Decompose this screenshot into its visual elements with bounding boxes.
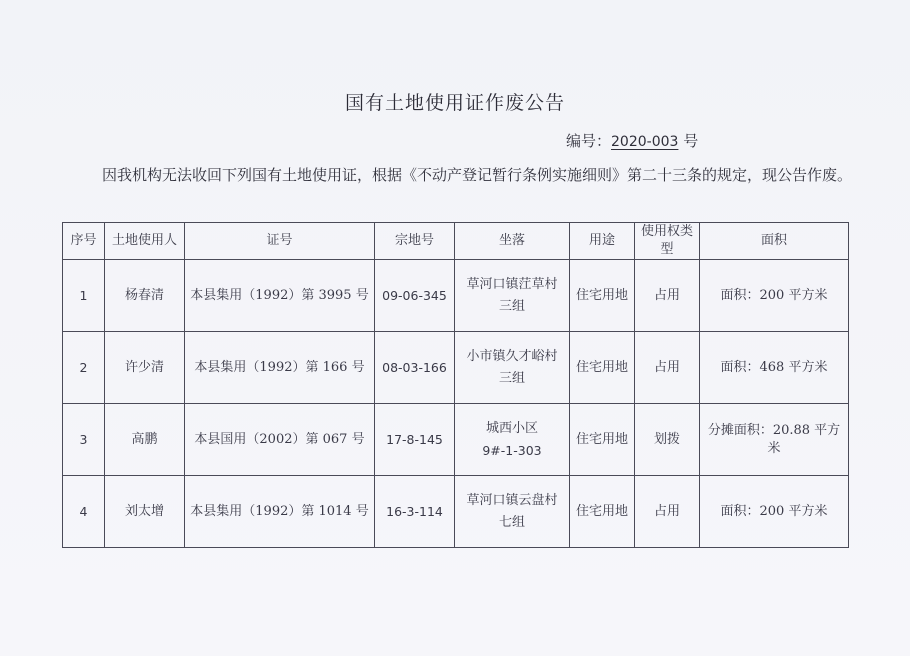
certificate-table <box>62 222 849 548</box>
cell-use: 住宅用地 <box>570 404 635 476</box>
cell-location-line-2: 三组 <box>498 298 525 314</box>
cell-right-type: 占用 <box>635 476 700 548</box>
cell-cert: 本县集用（1992）第 1014 号 <box>185 476 375 548</box>
cell-location-line-1: 草河口镇云盘村 <box>466 492 558 508</box>
table-header <box>63 223 849 260</box>
cell-cert: 本县国用（2002）第 067 号 <box>185 404 375 476</box>
header-area: 面积 <box>700 223 849 260</box>
document-number-label: 编号： <box>566 132 612 150</box>
cell-location <box>455 260 570 332</box>
cell-location-line-2: 9#-1-303 <box>482 442 542 458</box>
notice-title: 国有土地使用证作废公告 <box>344 92 565 114</box>
table-header-row <box>63 223 849 260</box>
cell-location-line-1: 草河口镇茳草村 <box>466 276 558 292</box>
cell-right-type: 划拨 <box>635 404 700 476</box>
header-parcel: 宗地号 <box>375 223 455 260</box>
intro-paragraph <box>68 160 858 190</box>
cell-parcel: 09-06-345 <box>375 260 455 332</box>
table-body <box>63 260 849 548</box>
table-row <box>63 332 849 404</box>
cell-user: 杨春清 <box>105 260 185 332</box>
document-number-suffix: 号 <box>678 132 699 150</box>
cell-location-line-1: 小市镇久才峪村 <box>466 348 558 364</box>
cell-seq: 2 <box>63 332 105 404</box>
cell-right-type: 占用 <box>635 332 700 404</box>
cell-parcel: 17-8-145 <box>375 404 455 476</box>
cell-user: 许少清 <box>105 332 185 404</box>
cell-seq: 3 <box>63 404 105 476</box>
cell-seq: 4 <box>63 476 105 548</box>
cell-location-line-2: 三组 <box>498 370 525 386</box>
cell-user: 刘太增 <box>105 476 185 548</box>
cell-location <box>455 404 570 476</box>
cell-use: 住宅用地 <box>570 476 635 548</box>
table-row <box>63 476 849 548</box>
table-row <box>63 260 849 332</box>
cell-parcel: 16-3-114 <box>375 476 455 548</box>
cell-cert: 本县集用（1992）第 166 号 <box>185 332 375 404</box>
document-number <box>566 130 698 151</box>
document-number-value: 2020-003 <box>611 134 679 150</box>
header-right-type: 使用权类型 <box>635 223 700 260</box>
cell-use: 住宅用地 <box>570 332 635 404</box>
cell-right-type: 占用 <box>635 260 700 332</box>
cell-location-line-1: 城西小区 <box>485 420 538 436</box>
header-seq: 序号 <box>63 223 105 260</box>
cell-use: 住宅用地 <box>570 260 635 332</box>
header-location: 坐落 <box>455 223 570 260</box>
header-cert: 证号 <box>185 223 375 260</box>
header-use: 用途 <box>570 223 635 260</box>
cell-area: 面积：468 平方米 <box>700 332 849 404</box>
header-user: 土地使用人 <box>105 223 185 260</box>
intro-line-2: 废。 <box>822 166 853 184</box>
cell-location-line-2: 七组 <box>498 514 525 530</box>
cell-area: 面积：200 平方米 <box>700 260 849 332</box>
cell-area: 面积：200 平方米 <box>700 476 849 548</box>
intro-line-1: 因我机构无法收回下列国有土地使用证，根据《不动产登记暂行条例实施细则》第二十三条的规定，现公告作 <box>102 166 823 184</box>
cell-parcel: 08-03-166 <box>375 332 455 404</box>
cell-seq: 1 <box>63 260 105 332</box>
table-row <box>63 404 849 476</box>
cell-location <box>455 332 570 404</box>
cell-area: 分摊面积：20.88 平方米 <box>700 404 849 476</box>
cell-location <box>455 476 570 548</box>
cell-cert: 本县集用（1992）第 3995 号 <box>185 260 375 332</box>
cell-user: 高鹏 <box>105 404 185 476</box>
